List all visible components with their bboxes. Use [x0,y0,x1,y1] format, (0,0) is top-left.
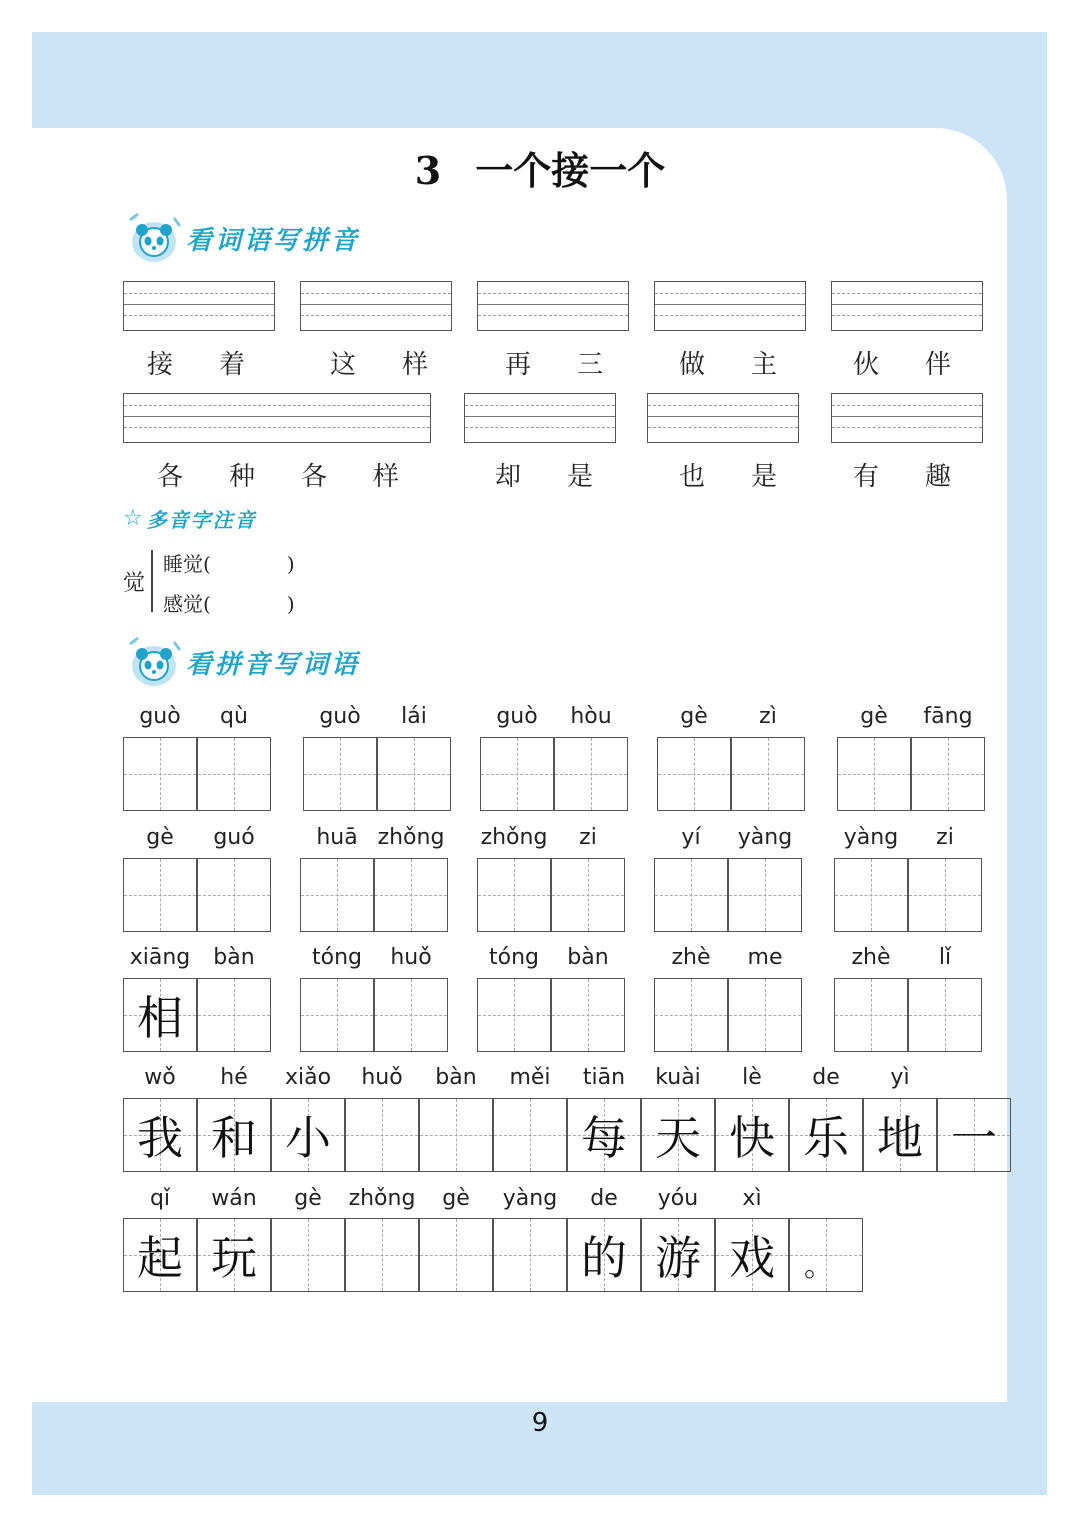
pinyin-label: me [747,945,783,970]
sentence-pinyin: yàng [502,1186,558,1211]
sentence-char [494,1099,566,1171]
writing-cell[interactable] [551,978,625,1052]
word-char: 是 [750,462,777,492]
pinyin-label: yí [681,825,701,850]
pinyin-answer-box[interactable] [647,393,799,443]
sentence-cell[interactable] [863,1098,937,1172]
pinyin-label: yàng [737,825,793,850]
word-char: 趣 [924,462,951,492]
writing-cell[interactable] [654,978,728,1052]
pinyin-label: fāng [923,704,973,729]
writing-cell[interactable] [837,737,911,811]
pinyin-label: guò [139,704,181,729]
sentence-pinyin: zhǒng [348,1186,416,1211]
sentence-char: 一 [951,1111,997,1165]
word-char: 各 [300,462,327,492]
sentence-pinyin: wán [211,1186,257,1211]
writing-cell[interactable] [197,858,271,932]
pinyin-label: zhǒng [377,825,445,850]
pinyin-label: bàn [213,945,255,970]
sentence-cell[interactable] [419,1098,493,1172]
word-char: 这 [329,350,356,380]
sentence-cell[interactable] [419,1218,493,1292]
writing-cell[interactable] [654,858,728,932]
sentence-char: 和 [211,1111,257,1165]
word-char: 样 [401,350,428,380]
pinyin-answer-box[interactable] [123,393,431,443]
sentence-pinyin: bàn [435,1065,477,1090]
polyphone-title: 多音字注音 [146,508,257,532]
word-char: 主 [750,350,777,380]
writing-cell[interactable] [728,858,802,932]
sentence-char: 小 [285,1111,331,1165]
pinyin-answer-box[interactable] [300,281,452,331]
sentence-cell[interactable] [567,1218,641,1292]
panda-icon [124,636,182,688]
sentence-pinyin: de [812,1065,840,1090]
sentence-pinyin: qǐ [149,1186,171,1211]
sentence-char: 。 [804,1249,834,1284]
pinyin-label: tóng [312,945,362,970]
writing-cell[interactable] [374,978,448,1052]
pinyin-label: yàng [843,825,899,850]
word-char: 样 [372,462,399,492]
word-char: 是 [566,462,593,492]
sentence-cell[interactable] [493,1218,567,1292]
sentence-pinyin: tiān [582,1065,626,1090]
pinyin-answer-box[interactable] [464,393,616,443]
word-char: 却 [494,462,521,492]
writing-cell[interactable] [377,737,451,811]
star-icon: ☆ [123,506,143,531]
sentence-char: 玩 [211,1231,257,1285]
sentence-pinyin: xiǎo [284,1065,332,1090]
writing-cell[interactable] [908,978,982,1052]
sentence-cell[interactable] [271,1218,345,1292]
sentence-pinyin: huǒ [361,1065,403,1090]
sentence-pinyin: yóu [657,1186,699,1211]
pinyin-label: guò [319,704,361,729]
writing-cell[interactable] [834,858,908,932]
pinyin-label: xiāng [129,945,191,970]
pinyin-label: huǒ [390,945,432,970]
pinyin-label: qù [220,704,248,729]
word-char: 伙 [852,350,879,380]
sentence-cell[interactable] [641,1218,715,1292]
sentence-cell[interactable] [789,1098,863,1172]
pinyin-label: gè [146,825,174,850]
writing-cell[interactable] [197,737,271,811]
writing-cell[interactable] [123,737,197,811]
writing-cell[interactable] [123,978,197,1052]
sentence-cell[interactable] [271,1098,345,1172]
pinyin-label: lái [401,704,427,729]
sentence-cell[interactable] [345,1218,419,1292]
sentence-cell[interactable] [345,1098,419,1172]
sentence-cell[interactable] [715,1218,789,1292]
pinyin-answer-box[interactable] [477,281,629,331]
pinyin-answer-box[interactable] [831,281,983,331]
sentence-pinyin: hé [220,1065,248,1090]
sentence-char: 我 [137,1111,183,1165]
lesson-title: 一个接一个 [475,148,666,193]
word-char: 三 [576,350,603,380]
sentence-cell[interactable] [197,1098,271,1172]
pinyin-label: tóng [489,945,539,970]
writing-cell[interactable] [551,858,625,932]
word-char: 种 [228,462,255,492]
polyphone-char: 觉 [123,571,146,596]
sentence-char: 快 [729,1111,775,1165]
pinyin-answer-box[interactable] [123,281,275,331]
pinyin-label: zhè [851,945,891,970]
sentence-cell[interactable] [567,1098,641,1172]
sentence-char [272,1219,344,1291]
writing-cell[interactable] [480,737,554,811]
writing-cell[interactable] [300,978,374,1052]
word-char: 各 [156,462,183,492]
writing-cell[interactable] [731,737,805,811]
pinyin-label: guó [213,825,255,850]
sentence-cell[interactable] [123,1098,197,1172]
writing-cell[interactable] [554,737,628,811]
sentence-pinyin: gè [442,1186,470,1211]
section-header-1 [124,212,360,264]
sentence-char: 乐 [803,1111,849,1165]
writing-cell[interactable] [303,737,377,811]
sentence-cell[interactable] [123,1218,197,1292]
sentence-char [346,1219,418,1291]
writing-cell[interactable] [197,978,271,1052]
pinyin-label: zì [759,704,777,729]
sentence-cell[interactable] [789,1218,863,1292]
pinyin-label: gè [680,704,708,729]
writing-cell[interactable] [908,858,982,932]
panda-icon [124,212,182,264]
writing-cell[interactable] [477,858,551,932]
pinyin-answer-box[interactable] [654,281,806,331]
sentence-char: 的 [581,1231,627,1285]
pinyin-label: zi [936,825,954,850]
pinyin-label: bàn [567,945,609,970]
polyphone-item[interactable]: 睡觉( ) [163,552,295,576]
pinyin-label: zi [579,825,597,850]
sentence-pinyin: měi [509,1065,551,1090]
pinyin-label: guò [496,704,538,729]
writing-cell[interactable] [374,858,448,932]
page-number: 9 [531,1408,549,1438]
brace-divider [151,550,153,612]
sentence-pinyin: yì [890,1065,910,1090]
sentence-pinyin: lè [742,1065,762,1090]
sentence-char [494,1219,566,1291]
word-char: 也 [678,462,705,492]
polyphone-item[interactable]: 感觉( ) [163,592,295,616]
section-header-2 [124,636,360,688]
prefilled-char: 相 [137,991,183,1045]
writing-cell[interactable] [300,858,374,932]
sentence-cell[interactable] [715,1098,789,1172]
sentence-cell[interactable] [937,1098,1011,1172]
writing-cell[interactable] [834,978,908,1052]
pinyin-label: zhè [671,945,711,970]
word-char: 着 [218,350,245,380]
sentence-char: 游 [655,1231,701,1285]
sentence-char [420,1219,492,1291]
sentence-pinyin: wǒ [144,1065,176,1090]
word-char: 伴 [924,350,951,380]
writing-cell[interactable] [477,978,551,1052]
sentence-pinyin: de [590,1186,618,1211]
sentence-char: 戏 [729,1231,775,1285]
pinyin-answer-box[interactable] [831,393,983,443]
word-char: 再 [504,350,531,380]
sentence-cell[interactable] [641,1098,715,1172]
section-title: 看拼音写词语 [186,649,361,680]
writing-cell[interactable] [123,858,197,932]
sentence-char: 天 [655,1111,701,1165]
sentence-char: 地 [877,1111,923,1165]
lesson-number: 3 [414,148,442,193]
page-title [0,140,1080,195]
sentence-char: 起 [137,1231,183,1285]
word-char: 做 [678,350,705,380]
sentence-cell[interactable] [493,1098,567,1172]
word-char: 有 [852,462,879,492]
pinyin-label: lǐ [938,945,952,970]
sentence-pinyin: gè [294,1186,322,1211]
pinyin-label: hòu [570,704,612,729]
word-char: 接 [146,350,173,380]
sentence-cell[interactable] [197,1218,271,1292]
sentence-char: 每 [581,1111,627,1165]
writing-cell[interactable] [657,737,731,811]
section-title: 看词语写拼音 [186,225,361,256]
polyphone-header [123,504,257,533]
sentence-pinyin: xì [742,1186,762,1211]
pinyin-label: huā [316,825,358,850]
sentence-char [420,1099,492,1171]
pinyin-label: gè [860,704,888,729]
writing-cell[interactable] [728,978,802,1052]
writing-cell[interactable] [911,737,985,811]
sentence-pinyin: kuài [655,1065,701,1090]
sentence-char [346,1099,418,1171]
pinyin-label: zhǒng [480,825,548,850]
